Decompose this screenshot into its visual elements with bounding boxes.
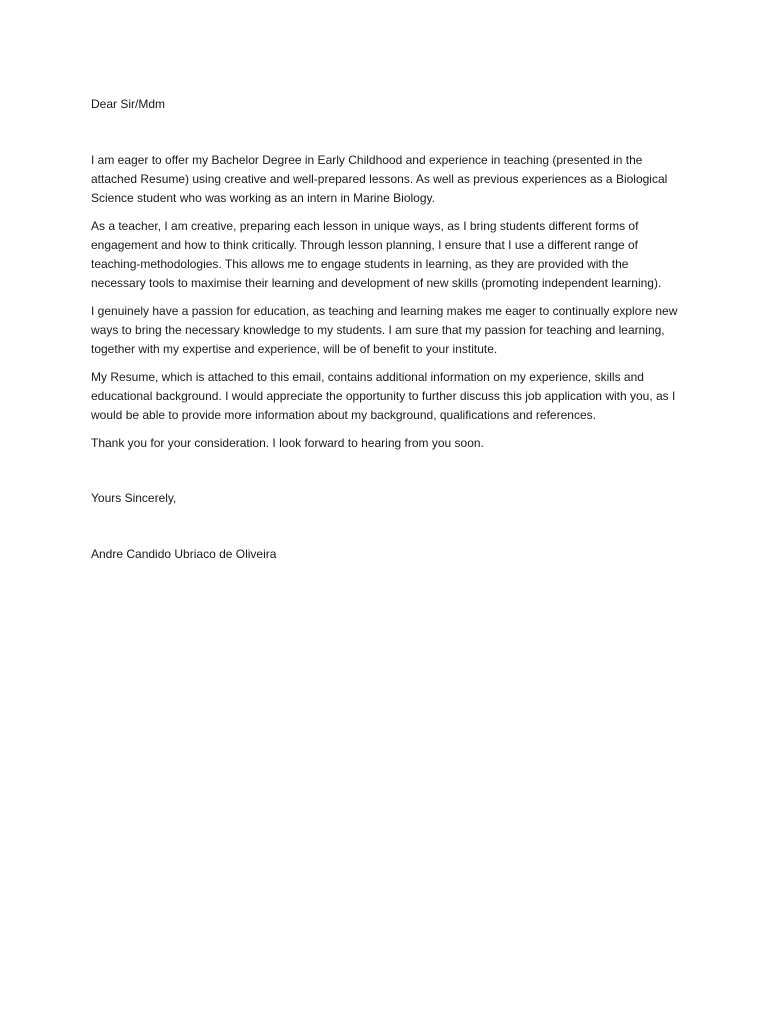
- paragraph-teaching-style: As a teacher, I am creative, preparing each lesson in unique ways, as I bring students different forms of engagement and how to think critically. Through lesson planning, I ensure that I use a different range of teaching-methodologies. This allows me to engage students in learning, as they are provided with the necessary tools to maximise their learning and development of new skills (promoting independent learning).: [91, 219, 662, 290]
- signature-name: Andre Candido Ubriaco de Oliveira: [91, 547, 277, 561]
- salutation: Dear Sir/Mdm: [91, 97, 166, 111]
- letter-body: [91, 151, 681, 453]
- cover-letter: [91, 95, 681, 564]
- paragraph-intro: I am eager to offer my Bachelor Degree in Early Childhood and experience in teaching (presented in the attached Resume) using creative and well-prepared lessons. As well as previous experiences as a Biological Science student who was working as an intern in Marine Biology.: [91, 153, 668, 205]
- paragraph-passion: I genuinely have a passion for education, as teaching and learning makes me eager to continually explore new ways to bring the necessary knowledge to my students. I am sure that my passion for teaching and learning, together with my expertise and experience, will be of benefit to your institute.: [91, 304, 678, 356]
- paragraph-resume: My Resume, which is attached to this email, contains additional information on my experience, skills and educational background. I would appreciate the opportunity to further discuss this job application with you, as I would be able to provide more information about my background, qualifications and references.: [91, 370, 676, 422]
- paragraph-thanks: Thank you for your consideration. I look forward to hearing from you soon.: [91, 436, 484, 450]
- closing: Yours Sincerely,: [91, 491, 177, 505]
